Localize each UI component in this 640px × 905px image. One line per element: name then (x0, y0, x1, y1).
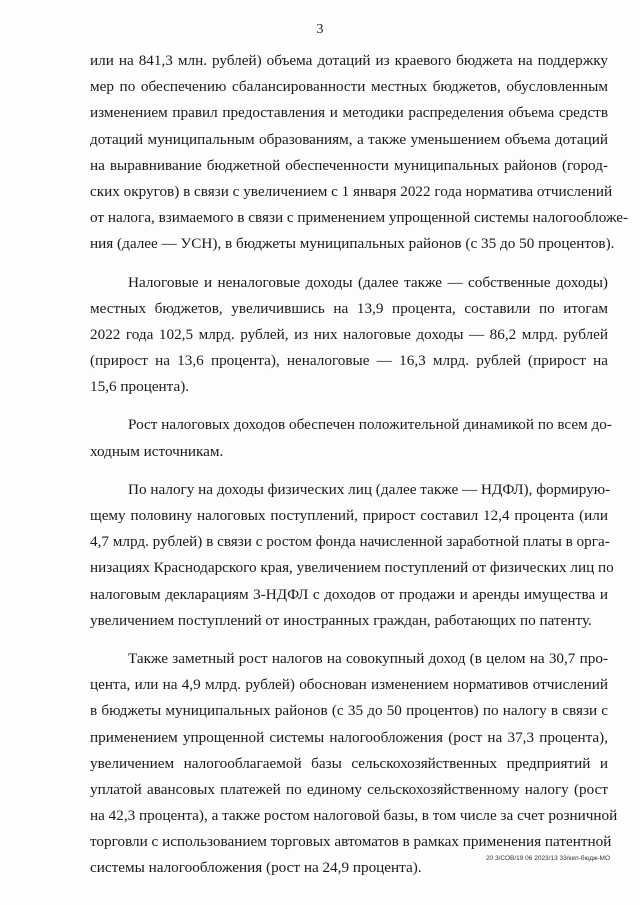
text-line: (прирост на 13,6 процента), неналоговые — 16,3 млрд. рублей (прирост на (90, 352, 608, 370)
text-line: 4,7 млрд. рублей) в связи с ростом фонда начисленной заработной платы в орга- (90, 533, 610, 551)
text-line: 15,6 процента). (90, 378, 190, 396)
text-line: на 42,3 процента), а также ростом налоговой базы, в том числе за счет розничной (90, 807, 618, 825)
text-line: По налогу на доходы физических лиц (далее также — НДФЛ), формирую- (128, 480, 611, 498)
paragraph-1 (90, 48, 629, 258)
text-line: системы налогообложения (рост на 24,9 процента). (90, 859, 422, 877)
text-line: увеличением налогооблагаемой базы сельскохозяйственных предприятий и (90, 754, 608, 772)
text-line: торговли с использованием торговых автоматов в рамках применения патентной (90, 833, 612, 851)
text-line: ходным источникам. (90, 442, 224, 460)
text-line: дотаций муниципальным образованиям, а также уменьшением объема дотаций (90, 130, 608, 148)
text-line: изменением правил предоставления и методики распределения объема средств (90, 104, 608, 122)
text-line: мер по обеспечению сбалансированности местных бюджетов, обусловленным (90, 78, 608, 96)
text-line: Налоговые и неналоговые доходы (далее также — собственные доходы) (128, 273, 608, 291)
paragraph-2 (90, 270, 608, 401)
text-line: от налога, взимаемого в связи с применением упрощенной системы налогообложе- (90, 209, 629, 227)
text-line: 2022 года 102,5 млрд. рублей, из них налоговые доходы — 86,2 млрд. рублей (90, 325, 608, 343)
text-line: применением упрощенной системы налогообложения (рост на 37,3 процента), (90, 728, 608, 746)
page-number: 3 (316, 22, 324, 37)
text-line: низациях Краснодарского края, увеличением поступлений от физических лиц по (90, 559, 614, 577)
text-line: в бюджеты муниципальных районов (с 35 до 50 процентов) по налогу в связи с (90, 702, 608, 720)
text-line: ния (далее — УСН), в бюджеты муниципальных районов (с 35 до 50 процентов). (90, 235, 615, 253)
paragraph-4 (90, 477, 614, 634)
document-body (90, 48, 629, 882)
text-line: или на 841,3 млн. рублей) объема дотаций из краевого бюджета на поддержку (90, 52, 608, 69)
text-line: ских округов) в связи с увеличением с 1 января 2022 года норматива отчислений (90, 182, 613, 200)
text-line: увеличением поступлений от иностранных граждан, работающих по патенту. (90, 611, 592, 629)
text-line: уплатой авансовых платежей по единому сельскохозяйственному налогу (рост (90, 780, 608, 798)
text-line: налоговым декларациям 3-НДФЛ с доходов от продажи и аренды имущества и (90, 585, 608, 603)
text-line: цента, или на 4,9 млрд. рублей) обоснован изменением нормативов отчислений (90, 676, 608, 694)
text-line: Также заметный рост налогов на совокупный доход (в целом на 30,7 про- (128, 649, 608, 667)
text-line: Рост налоговых доходов обеспечен положительной динамикой по всем до- (128, 416, 612, 434)
paragraph-3 (90, 412, 612, 464)
text-line: местных бюджетов, увеличившись на 13,9 процента, составили по итогам (90, 299, 608, 317)
text-line: на выравнивание бюджетной обеспеченности муниципальных районов (город- (90, 156, 608, 174)
text-line: щему половину налоговых поступлений, прирост составил 12,4 процента (или (90, 507, 608, 524)
document-footer-code: 20 3/СОВ/19 06 2023/13 33/кеп-бюдж-МО (485, 855, 610, 862)
paragraph-5 (90, 646, 618, 882)
